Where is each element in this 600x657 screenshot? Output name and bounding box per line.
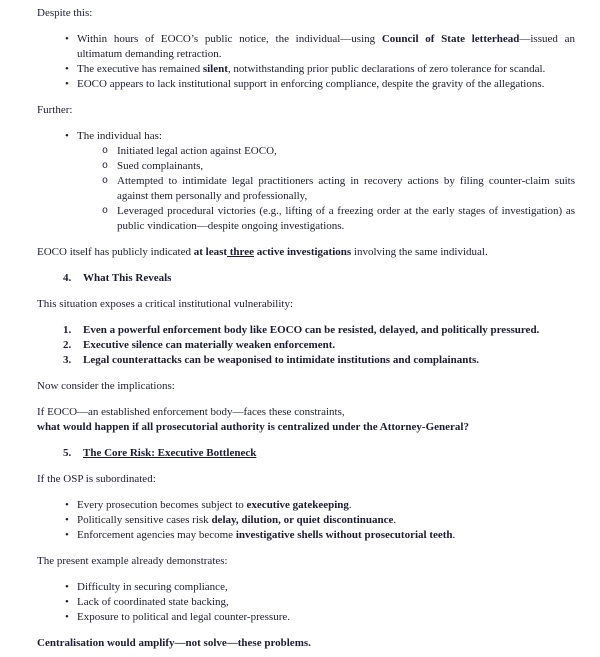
paragraph-situation [37, 297, 575, 312]
run-bold: active investigations [254, 246, 352, 258]
run: Within hours of EOCO’s public notice, the individual—using [77, 33, 382, 45]
run: Even a powerful enforcement body like EOCO can be resisted, delayed, and politically pressured. [83, 324, 540, 336]
run: EOCO itself has publicly indicated [37, 246, 194, 258]
circle-bullet-icon: o [102, 176, 109, 187]
run: This situation exposes a critical institutional vulnerability: [37, 298, 294, 310]
bullet-icon: • [65, 33, 69, 45]
paragraph-eoco-investigations [37, 245, 575, 260]
run: Difficulty in securing compliance, [77, 581, 228, 593]
list-item [37, 498, 575, 513]
numbered-item [37, 353, 575, 368]
heading-what-this-reveals [37, 271, 575, 286]
bullet-list-present [37, 580, 575, 625]
run: Further: [37, 104, 73, 116]
run: The present example already demonstrates: [37, 555, 228, 567]
run: Lack of coordinated state backing, [77, 596, 229, 608]
list-item [37, 580, 575, 595]
bullet-icon: • [65, 63, 69, 75]
circle-bullet-icon: o [102, 206, 109, 217]
numbered-item [37, 323, 575, 338]
run: The individual has: [77, 130, 162, 142]
run: EOCO appears to lack institutional support in enforcing compliance, despite the gravity of the allegations. [77, 78, 545, 90]
run: Initiated legal action against EOCO, [117, 145, 277, 157]
item-number: 2. [63, 339, 72, 351]
sub-list-item [77, 159, 575, 174]
list-item [37, 595, 575, 610]
heading-number: 4. [63, 272, 72, 284]
paragraph-implications [37, 379, 575, 394]
sub-list-item [77, 144, 575, 159]
bullet-icon: • [65, 514, 69, 526]
run: . [393, 514, 397, 526]
heading-title: What This Reveals [83, 272, 172, 284]
sub-list-item [77, 174, 575, 204]
paragraph-if-eoco [37, 405, 575, 435]
run-bold: delay, dilution, or quiet discontinuance [211, 514, 394, 526]
run-bold: investigative shells without prosecutorial teeth [235, 529, 453, 541]
run: Executive silence can materially weaken enforcement. [83, 339, 336, 351]
run-bold: Council of State letterhead [381, 33, 520, 45]
list-item [37, 32, 575, 62]
run-bold: Centralisation would amplify—not solve—these problems. [37, 637, 311, 649]
list-item [37, 513, 575, 528]
paragraph-osp [37, 472, 575, 487]
sub-list-item [77, 204, 575, 234]
paragraph-despite [37, 6, 575, 21]
heading-core-risk [37, 446, 575, 461]
heading-title: The Core Risk: Executive Bottleneck [83, 447, 257, 459]
run: . [348, 499, 352, 511]
paragraph-centralisation [37, 636, 575, 651]
run-bold: silent [202, 63, 228, 75]
run: Exposure to political and legal counter-pressure. [77, 611, 290, 623]
run-bold: executive gatekeeping [246, 499, 349, 511]
run: Leveraged procedural victories (e.g., lifting of a freezing order at the early stages of investigation) as public vindication—despite ongoing investigations. [117, 205, 575, 232]
bullet-icon: • [65, 611, 69, 623]
circle-bullet-icon: o [102, 161, 109, 172]
list-item [37, 528, 575, 543]
run: —issued an ultimatum demanding retraction. [77, 33, 575, 60]
sub-bullet-list [77, 144, 575, 234]
heading-number: 5. [63, 447, 72, 459]
list-item [37, 62, 575, 77]
run: Legal counterattacks can be weaponised to intimidate institutions and complainants. [83, 354, 480, 366]
bullet-icon: • [65, 130, 69, 142]
circle-bullet-icon: o [102, 146, 109, 157]
paragraph-further [37, 103, 575, 118]
run: If EOCO—an established enforcement body—faces these constraints, [37, 406, 345, 418]
bullet-icon: • [65, 596, 69, 608]
run: , notwithstanding prior public declarations of zero tolerance for scandal. [227, 63, 546, 75]
run: Now consider the implications: [37, 380, 175, 392]
item-number: 3. [63, 354, 72, 366]
run: Sued complainants, [117, 160, 204, 172]
run: Enforcement agencies may become [77, 529, 236, 541]
bullet-icon: • [65, 499, 69, 511]
bullet-list-osp [37, 498, 575, 543]
list-item [37, 129, 575, 234]
run: The executive has remained [77, 63, 203, 75]
bullet-icon: • [65, 78, 69, 90]
run: Every prosecution becomes subject to [77, 499, 247, 511]
bullet-icon: • [65, 529, 69, 541]
run-bold: what would happen if all prosecutorial authority is centralized under the Attorney-General? [37, 421, 469, 433]
run-bold: at least [193, 246, 228, 258]
item-number: 1. [63, 324, 72, 336]
list-item [37, 77, 575, 92]
run: involving the same individual. [351, 246, 488, 258]
bullet-list-individual [37, 129, 575, 234]
list-item [37, 610, 575, 625]
run-bold-underline: three [227, 246, 254, 258]
run: Attempted to intimidate legal practitioners acting in recovery actions by filing counter-claim suits against them personally and professionally, [117, 175, 575, 202]
bullet-icon: • [65, 581, 69, 593]
numbered-list-reveals [37, 323, 575, 368]
run: . [452, 529, 456, 541]
run: Politically sensitive cases risk [77, 514, 212, 526]
run: Despite this: [37, 7, 93, 19]
numbered-item [37, 338, 575, 353]
run: If the OSP is subordinated: [37, 473, 156, 485]
paragraph-present-example [37, 554, 575, 569]
bullet-list-despite [37, 32, 575, 92]
